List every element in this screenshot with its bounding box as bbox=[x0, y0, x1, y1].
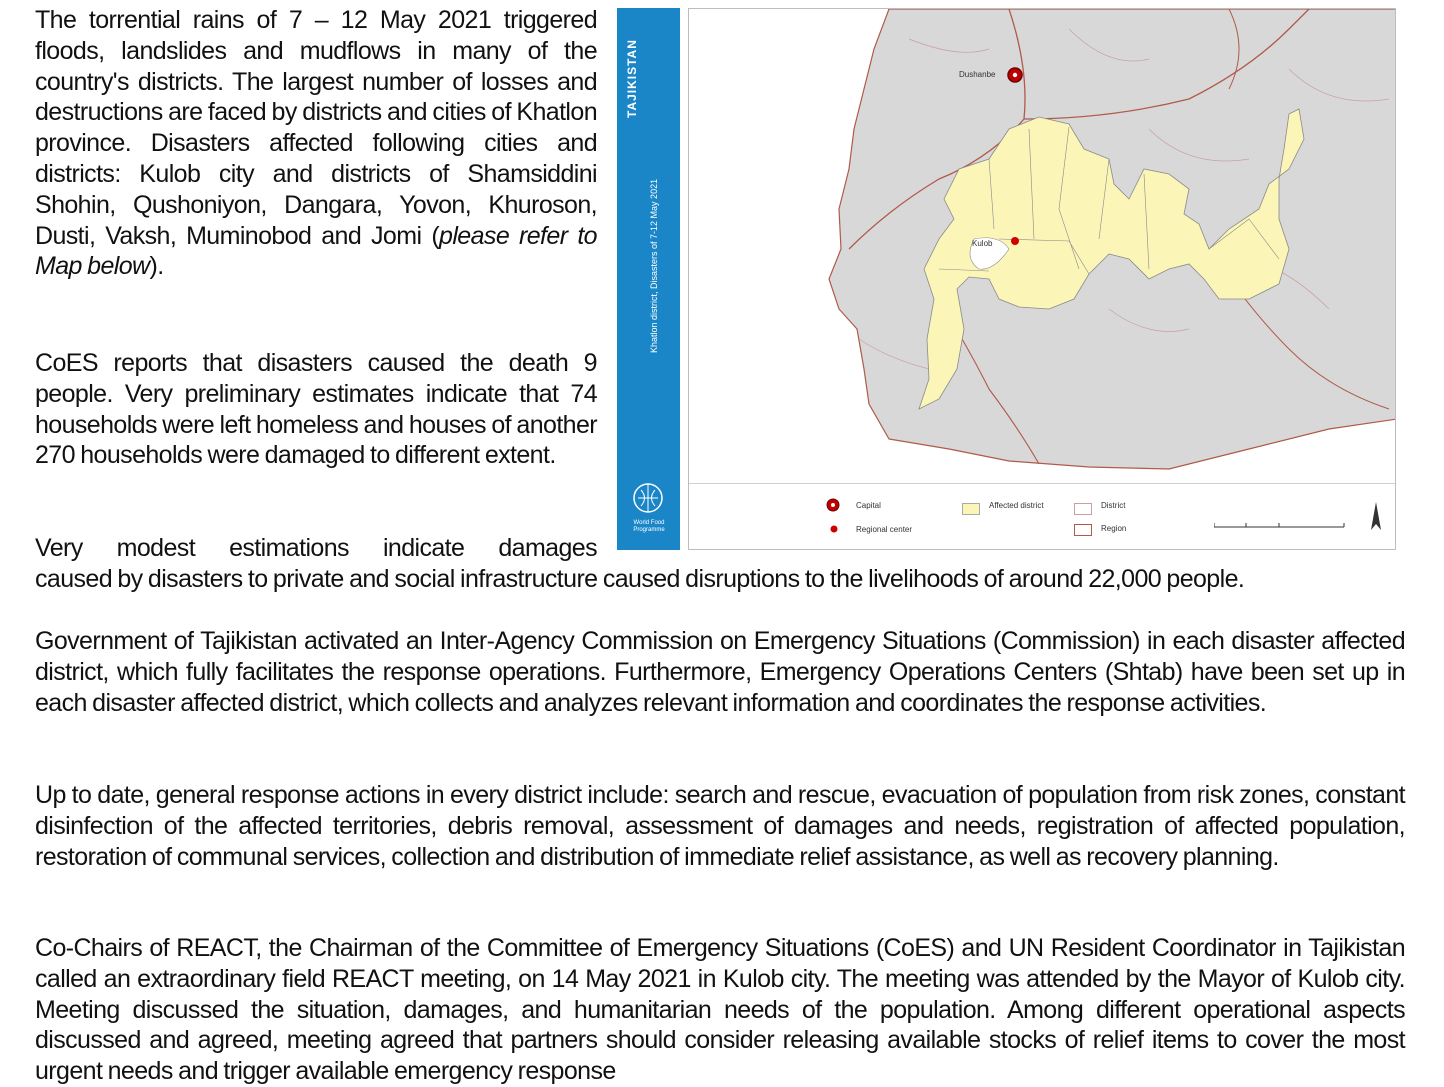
map-canvas bbox=[689, 9, 1396, 483]
wfp-name: World Food Programme bbox=[633, 520, 665, 533]
map-sidebar-title: TAJIKISTAN bbox=[625, 39, 639, 118]
paragraph-casualties: CoES reports that disasters caused the death 9 people. Very preliminary estimates indicate that 74 households were left homeless and houses of another 270 households were damaged to different extent. bbox=[35, 349, 597, 470]
map-reference: please refer to Map below bbox=[35, 221, 597, 281]
legend-capital-label: Capital bbox=[856, 501, 881, 510]
regional-center-label: Kulob bbox=[972, 239, 993, 248]
map-figure bbox=[617, 8, 1396, 550]
map-frame bbox=[688, 8, 1396, 550]
north-arrow-icon bbox=[1369, 502, 1383, 532]
paragraph-floods-overview bbox=[35, 5, 597, 282]
paragraph-response-actions: Up to date, general response actions in every district include: search and rescue, evacuation of population from risk zones, constant disinfection of the affected territories, debris removal, assessment of damages and needs, registration of affected population, restoration of communal services, collection and distribution of immediate relief assistance, as well as recovery planning. bbox=[35, 781, 1405, 871]
legend-affected-district-swatch bbox=[962, 503, 980, 515]
legend-region-swatch bbox=[1074, 524, 1092, 536]
paragraph-damages-line1: Very modest estimations indicate damages bbox=[35, 534, 597, 562]
regional-center-marker-icon bbox=[1011, 237, 1019, 245]
legend-regional-center-label: Regional center bbox=[856, 525, 913, 534]
map-sidebar-subtitle: Khatlon district, Disasters of 7-12 May 2021 bbox=[649, 178, 659, 353]
legend-capital-icon bbox=[826, 498, 840, 512]
paragraph-damages-line2: caused by disasters to private and social infrastructure caused disruptions to the livelihoods of around 22,000 people. bbox=[35, 565, 1245, 593]
paragraph-commission: Government of Tajikistan activated an Inter-Agency Commission on Emergency Situations (Commission) in each disaster affected district, which fully facilitates the response operations. Furthermore, Emergency Operations Centers (Shtab) have been set up in each disaster affected district, which collects and analyzes relevant information and coordinates the response activities. bbox=[35, 627, 1405, 717]
map-legend bbox=[689, 483, 1395, 550]
paragraph-floods-end: ). bbox=[149, 252, 164, 281]
legend-district-swatch bbox=[1074, 503, 1092, 515]
legend-district-label: District bbox=[1101, 501, 1126, 510]
legend-region-label: Region bbox=[1101, 524, 1127, 533]
paragraph-floods-text: The torrential rains of 7 – 12 May 2021 triggered floods, landslides and mudflows in many of the country's districts. The largest number of losses and destructions are faced by districts and cities of Khatlon province. Disasters affected following cities and districts: Kulob city and districts of Shamsiddini Shohin, Qushoniyon, Dangara, Yovon, Khuroson, Dusti, Vaksh, Muminobod and Jomi ( bbox=[35, 6, 597, 250]
capital-label: Dushanbe bbox=[959, 70, 996, 79]
map-sidebar bbox=[617, 8, 680, 550]
paragraph-react-meeting: Co-Chairs of REACT, the Chairman of the Committee of Emergency Situations (CoES) and UN Resident Coordinator in Tajikistan called an extraordinary field REACT meeting, on 14 May 2021 in Kulob city. The meeting was attended by the Mayor of Kulob city. Meeting discussed the situation, damages, and humanitarian needs of the population. Among different operational aspects discussed and agreed, meeting agreed that partners should consider releasing available stocks of relief items to cover the most urgent needs and trigger available emergency response bbox=[35, 934, 1405, 1086]
wfp-logo-icon bbox=[628, 478, 668, 518]
legend-affected-district-label: Affected district bbox=[989, 501, 1044, 510]
legend-regional-center-icon bbox=[829, 524, 839, 534]
scale-bar bbox=[1214, 517, 1354, 531]
